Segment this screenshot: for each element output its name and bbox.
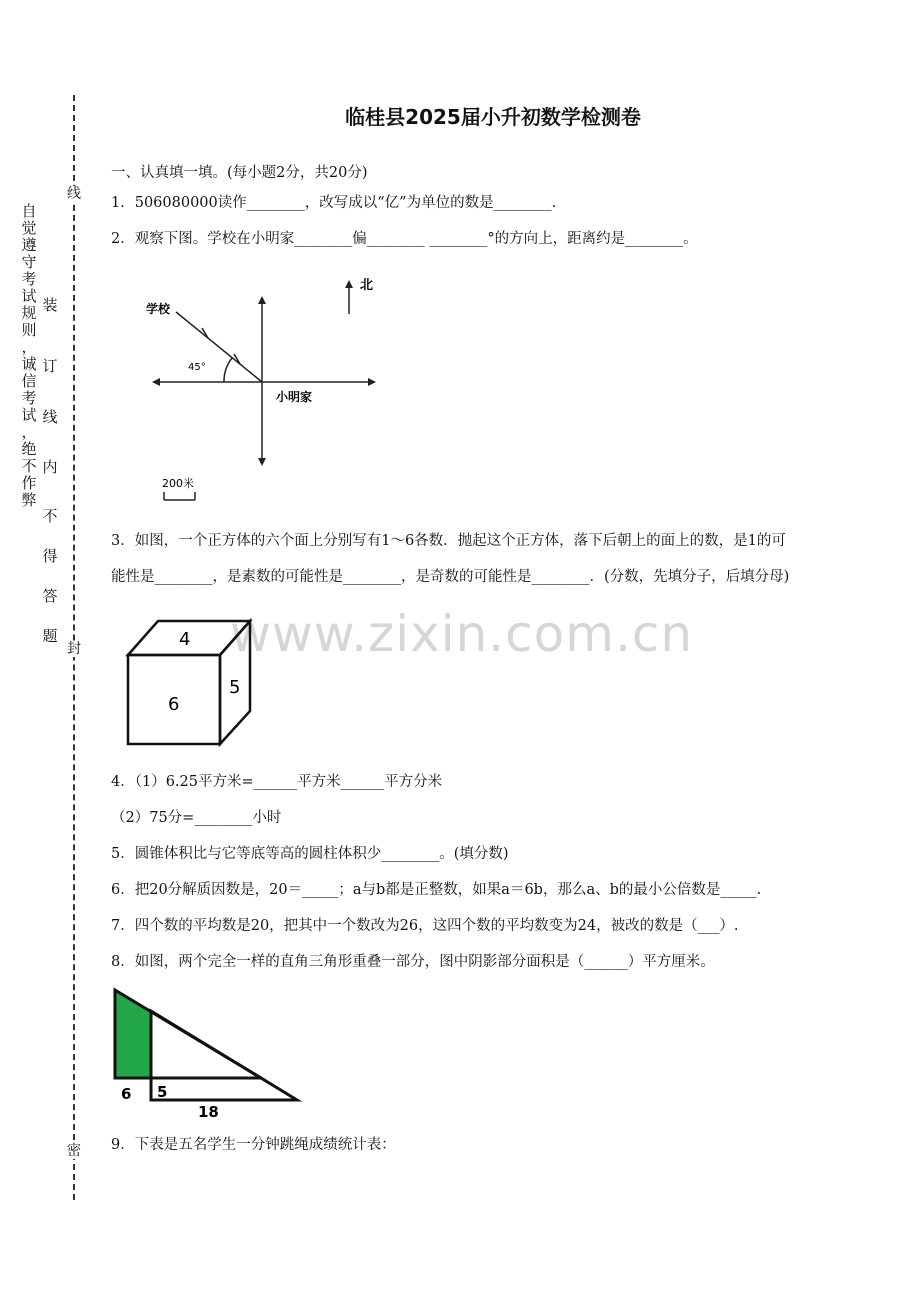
school-label: 学校 [146,302,171,316]
question-6: 6．把20分解质因数是，20＝_____；a与b都是正整数，如果a＝6b，那么a、b的最小公倍数是_____. [111,882,762,898]
north-label: 北 [360,278,374,293]
rule-char-16: 作 [21,474,37,492]
angle-label: 45° [188,362,206,373]
question-4-part-2: （2）75分=________小时 [111,810,282,826]
figure-direction-map [140,270,390,510]
figure-cube [122,615,262,750]
rule-char-6: 规 [21,304,37,322]
home-label: 小明家 [276,390,313,404]
margin-char-zhuang: 装 [42,296,58,314]
section-1-heading: 一、认真填一填。(每小题2分，共20分) [111,165,368,181]
margin-char-de: 得 [42,547,58,565]
rule-char-17: 弊 [21,491,37,509]
question-7: 7．四个数的平均数是20，把其中一个数改为26，这四个数的平均数变为24，被改的数是（___）. [111,918,739,934]
watermark: www.zixin.com.cn [230,605,694,663]
margin-tag-feng: 封 [64,641,84,657]
cube-top-number: 4 [179,629,191,650]
question-2: 2．观察下图。学校在小明家________偏________ ________°的方向上，距离约是________。 [111,231,698,247]
rule-char-7: 则 [21,321,37,339]
label-18: 18 [198,1103,219,1121]
rule-char-12: 试 [21,406,37,424]
rule-char-14: 绝 [21,440,37,458]
rule-char-9: 诚 [21,355,37,373]
cube-front-number: 6 [168,694,180,715]
rule-char-10: 信 [21,372,37,390]
cube-side-number: 5 [229,677,241,698]
page-title: 临桂县2025届小升初数学检测卷 [345,105,641,129]
margin-char-nei: 内 [42,458,58,476]
question-1: 1．506080000读作________，改写成以“亿”为单位的数是________. [111,195,557,211]
scale-label: 200米 [162,477,194,490]
rule-char-13: ， [21,423,37,441]
rule-char-8: ， [21,338,37,356]
margin-tag-mi: 密 [64,1143,84,1159]
question-3-line-2: 能性是________，是素数的可能性是________，是奇数的可能性是________．(分数，先填分子，后填分母) [111,569,790,585]
label-6: 6 [121,1085,132,1103]
rule-char-11: 考 [21,389,37,407]
rule-char-5: 试 [21,287,37,305]
margin-tag-xian-top: 线 [64,186,84,202]
rule-char-15: 不 [21,457,37,475]
question-3-line-1: 3．如图，一个正方体的六个面上分别写有1～6各数．抛起这个正方体，落下后朝上的面上的数，是1的可 [111,533,786,549]
question-9: 9．下表是五名学生一分钟跳绳成绩统计表： [111,1137,396,1153]
margin-char-ding: 订 [42,357,58,375]
question-8: 8．如图，两个完全一样的直角三角形重叠一部分，图中阴影部分面积是（______）平方厘米。 [111,954,715,970]
rule-char-1: 觉 [21,219,37,237]
margin-char-ti: 题 [42,627,58,645]
rule-char-3: 守 [21,253,37,271]
question-4-part-1: 4．（1）6.25平方米=______平方米______平方分米 [111,774,443,790]
label-5: 5 [157,1083,168,1101]
margin-char-xian: 线 [42,408,58,426]
rule-char-2: 遵 [21,236,37,254]
question-5: 5．圆锥体积比与它等底等高的圆柱体积少________。(填分数) [111,846,509,862]
rule-char-4: 考 [21,270,37,288]
figure-overlapping-triangles [105,982,310,1122]
exam-rule-vertical-text [20,203,38,509]
rule-char-0: 自 [21,202,37,220]
margin-char-da: 答 [42,587,58,605]
margin-char-bu: 不 [42,507,58,525]
